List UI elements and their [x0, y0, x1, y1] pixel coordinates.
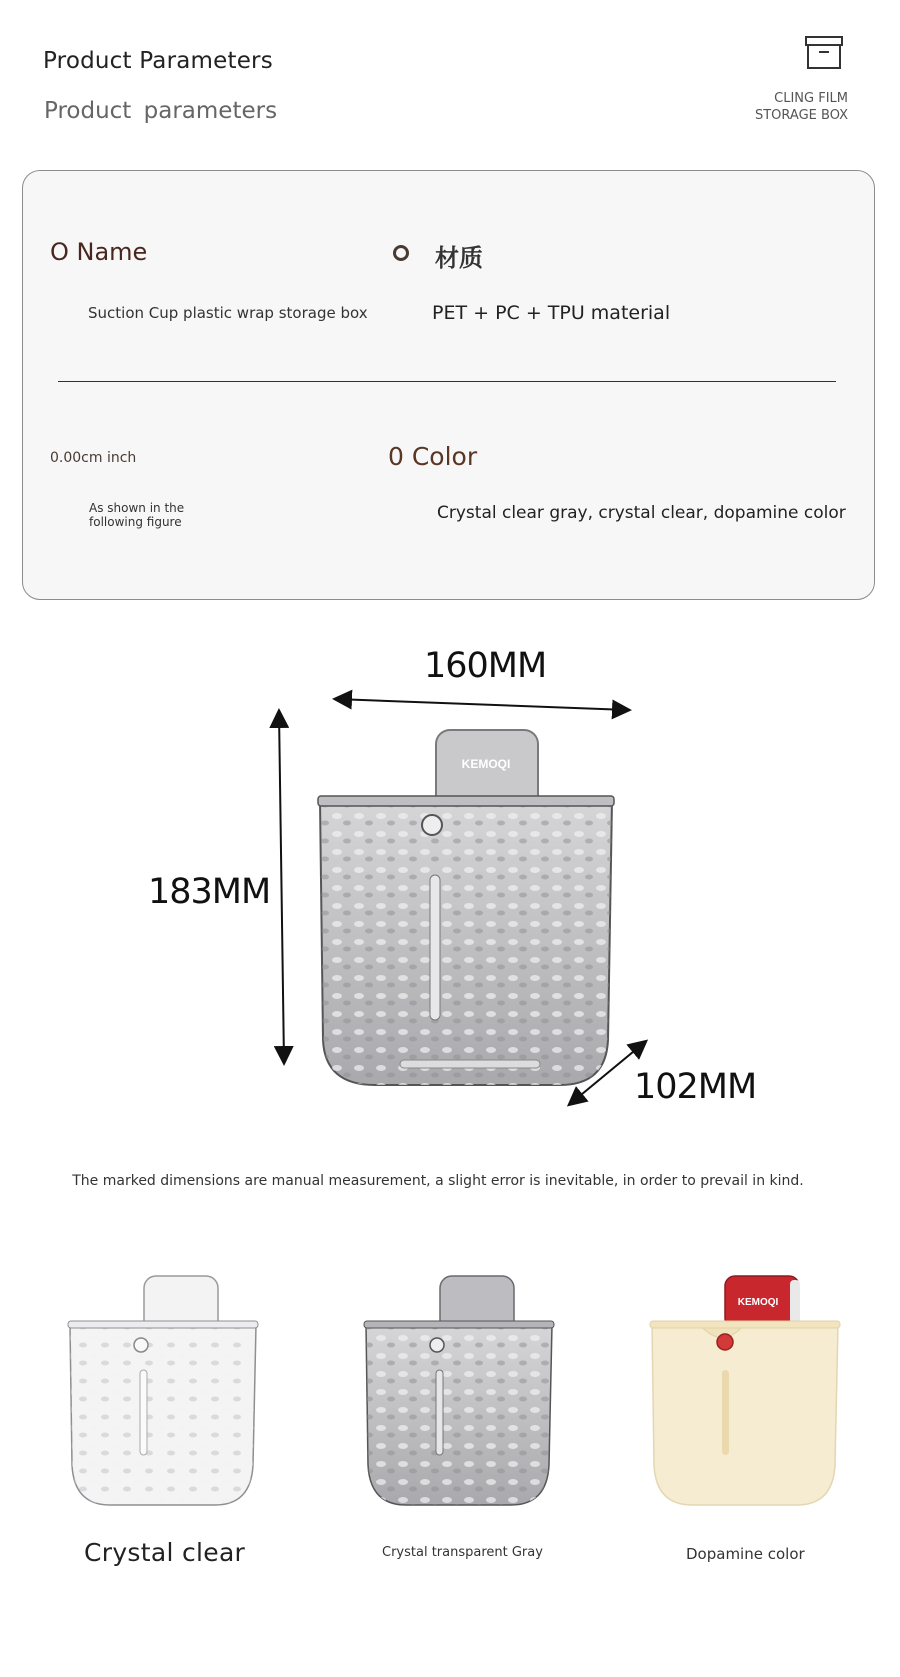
variant-dopamine-image	[650, 1276, 840, 1505]
material-value: PET + PC + TPU material	[432, 302, 671, 324]
name-label: O Name	[50, 238, 148, 266]
main-brand-mark: KEMOQI	[461, 757, 511, 771]
color-value: Crystal clear gray, crystal clear, dopamine color	[437, 503, 846, 523]
variant-caption-clear: Crystal clear	[84, 1538, 246, 1567]
material-label: 材质	[435, 244, 483, 272]
color-label: 0 Color	[388, 442, 478, 471]
page-title: Product Parameters	[43, 48, 273, 74]
width-arrow	[336, 699, 628, 710]
variant-gray-image	[364, 1276, 554, 1505]
main-product-image	[318, 730, 614, 1085]
dopamine-brand-mark: KEMOQI	[737, 1297, 779, 1308]
measurement-note: The marked dimensions are manual measurement, a slight error is inevitable, in order to prevail in kind.	[72, 1173, 804, 1189]
variant-caption-gray: Crystal transparent Gray	[382, 1545, 543, 1560]
depth-dimension-label: 102MM	[634, 1067, 757, 1107]
size-value-line-2: following figure	[89, 515, 182, 529]
height-arrow	[279, 712, 284, 1062]
width-dimension-label: 160MM	[424, 646, 547, 686]
page-subtitle: Product parameters	[44, 98, 278, 124]
brand-line-1: CLING FILM	[774, 91, 848, 106]
brand-line-2: STORAGE BOX	[754, 108, 848, 123]
variant-caption-dopamine: Dopamine color	[686, 1545, 805, 1563]
name-value: Suction Cup plastic wrap storage box	[88, 304, 368, 322]
variant-clear-image	[68, 1276, 258, 1505]
size-label: 0.00cm inch	[50, 450, 137, 466]
size-value-line-1: As shown in the	[89, 501, 185, 515]
height-dimension-label: 183MM	[148, 872, 271, 912]
